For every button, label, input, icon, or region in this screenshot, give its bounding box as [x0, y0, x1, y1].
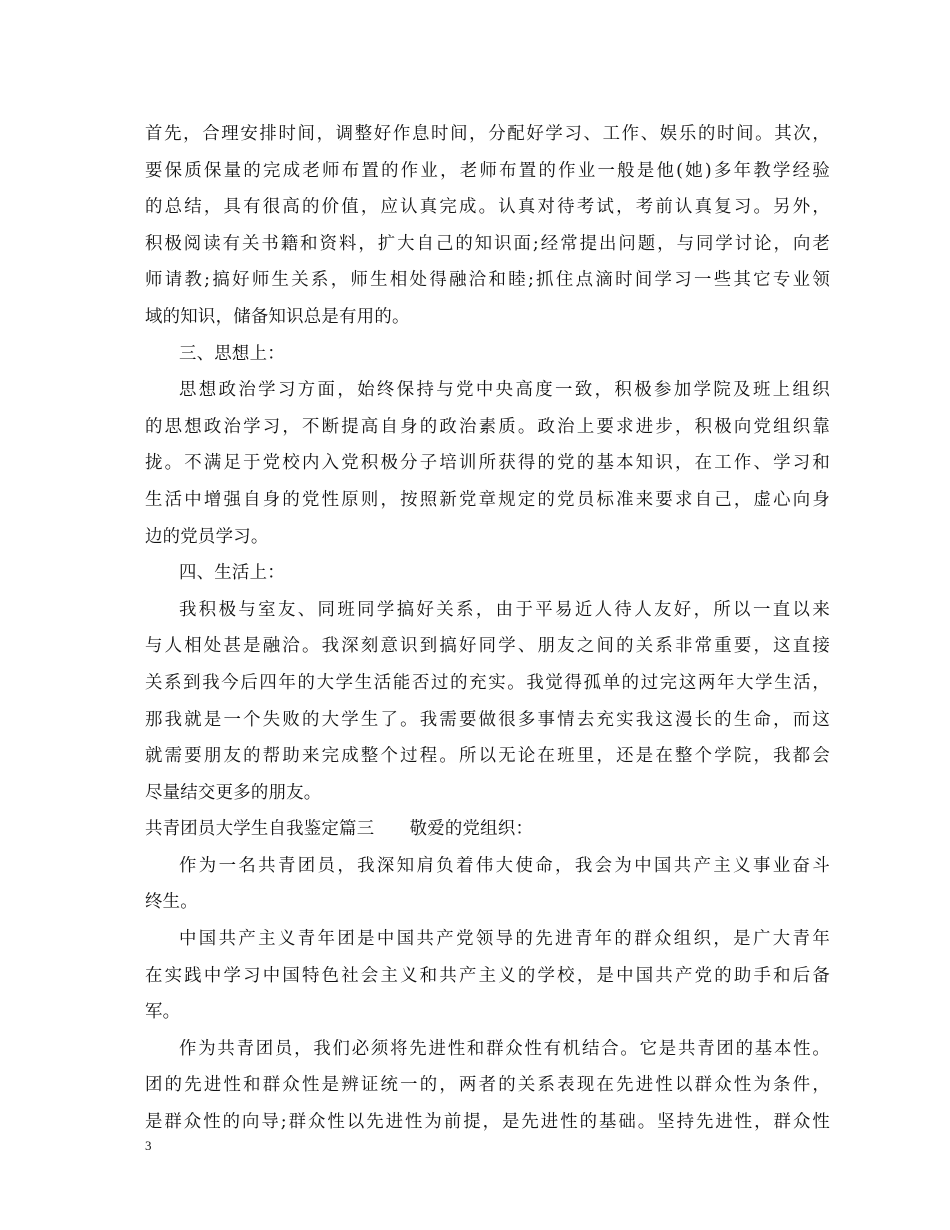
section-heading: 三、思想上：	[179, 343, 285, 364]
text-line: 那我就是一个失败的大学生了。我需要做很多事情去充实我这漫长的生命，而这	[145, 709, 830, 730]
text-line: 积极阅读有关书籍和资料，扩大自己的知识面;经常提出问题，与同学讨论，向老	[145, 233, 830, 254]
text-line: 与人相处甚是融洽。我深刻意识到搞好同学、朋友之间的关系非常重要，这直接	[145, 636, 830, 657]
text-line: 的总结，具有很高的价值，应认真完成。认真对待考试，考前认真复习。另外，	[145, 197, 830, 218]
text-line: 关系到我今后四年的大学生活能否过的充实。我觉得孤单的过完这两年大学生活，	[145, 672, 830, 693]
section-heading: 四、生活上：	[179, 563, 285, 584]
page-number: 3	[145, 1138, 152, 1153]
text-line: 域的知识，储备知识总是有用的。	[145, 306, 410, 327]
text-line: 作为一名共青团员，我深知肩负着伟大使命，我会为中国共产主义事业奋斗	[179, 855, 830, 876]
text-line: 终生。	[145, 892, 198, 913]
text-line: 就需要朋友的帮助来完成整个过程。所以无论在班里，还是在整个学院，我都会	[145, 746, 830, 767]
text-line: 生活中增强自身的党性原则，按照新党章规定的党员标准来要求自己，虚心向身	[145, 489, 830, 510]
body-text	[145, 116, 830, 1141]
text-line: 军。	[145, 1002, 181, 1023]
text-line: 中国共产主义青年团是中国共产党领导的先进青年的群众组织，是广大青年	[179, 929, 830, 950]
text-line: 思想政治学习方面，始终保持与党中央高度一致，积极参加学院及班上组织	[179, 380, 830, 401]
text-line: 师请教;搞好师生关系，师生相处得融洽和睦;抓住点滴时间学习一些其它专业领	[145, 270, 830, 291]
text-line: 在实践中学习中国特色社会主义和共产主义的学校，是中国共产党的助手和后备	[145, 965, 830, 986]
text-line: 要保质保量的完成老师布置的作业，老师布置的作业一般是他(她)多年教学经验	[145, 160, 830, 181]
article-title-line: 共青团员大学生自我鉴定篇三 敬爱的党组织：	[145, 819, 534, 840]
text-line: 作为共青团员，我们必须将先进性和群众性有机结合。它是共青团的基本性。	[179, 1038, 830, 1059]
text-line: 首先，合理安排时间，调整好作息时间，分配好学习、工作、娱乐的时间。其次，	[145, 124, 830, 144]
text-line: 团的先进性和群众性是辨证统一的，两者的关系表现在先进性以群众性为条件，	[145, 1075, 830, 1096]
text-line: 是群众性的向导;群众性以先进性为前提，是先进性的基础。坚持先进性，群众性	[145, 1112, 830, 1133]
text-line: 的思想政治学习，不断提高自身的政治素质。政治上要求进步，积极向党组织靠	[145, 416, 830, 437]
text-line: 边的党员学习。	[145, 526, 269, 547]
text-line: 我积极与室友、同班同学搞好关系，由于平易近人待人友好，所以一直以来	[179, 599, 830, 620]
text-line: 尽量结交更多的朋友。	[145, 782, 322, 803]
text-line: 拢。不满足于党校内入党积极分子培训所获得的党的基本知识，在工作、学习和	[145, 453, 830, 474]
